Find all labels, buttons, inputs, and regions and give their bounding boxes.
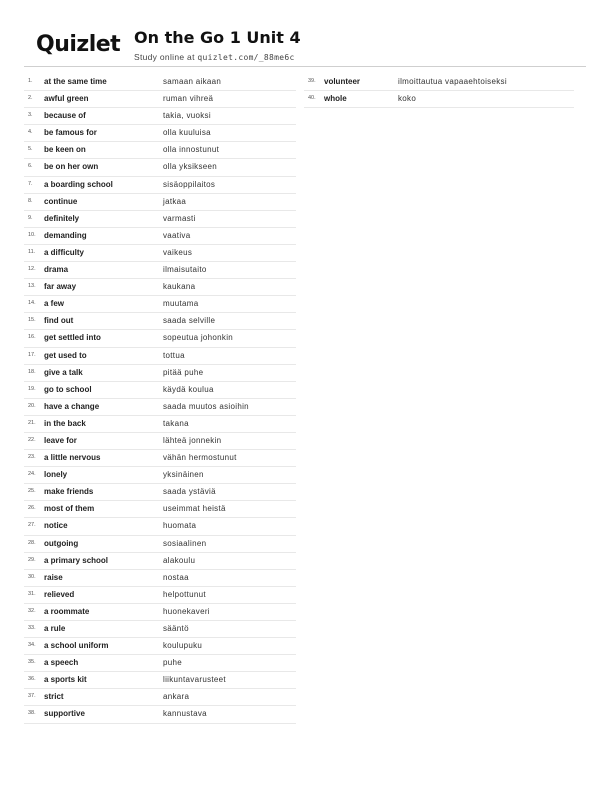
card-definition: vaativa <box>163 230 191 240</box>
card-term: a rule <box>44 624 66 633</box>
card-row <box>24 142 296 159</box>
card-row <box>24 638 296 655</box>
card-term: relieved <box>44 589 75 599</box>
card-term: go to school <box>44 384 92 394</box>
card-row <box>24 553 296 570</box>
card-term: continue <box>44 196 78 206</box>
card-term: get settled into <box>44 333 101 343</box>
card-row <box>24 587 296 604</box>
card-definition: sosiaalinen <box>163 538 207 548</box>
card-number: 40. <box>308 95 316 102</box>
card-row <box>24 159 296 176</box>
card-term: a boarding school <box>44 179 113 189</box>
card-row <box>24 365 296 382</box>
study-online-label: Study online at <box>134 52 198 62</box>
card-definition: saada muutos asioihin <box>163 401 249 411</box>
card-row <box>24 706 296 723</box>
card-number: 32. <box>28 607 36 614</box>
card-definition: muutama <box>163 299 199 309</box>
card-number: 7. <box>28 180 33 187</box>
card-row <box>24 177 296 194</box>
card-definition: nostaa <box>163 572 189 582</box>
card-row <box>24 228 296 245</box>
card-term: far away <box>44 282 77 292</box>
card-term: lonely <box>44 470 68 480</box>
card-term: a primary school <box>44 555 109 565</box>
card-definition: yksinäinen <box>163 470 204 480</box>
card-term: get used to <box>44 350 87 360</box>
card-term: strict <box>44 692 64 702</box>
card-number: 6. <box>28 163 33 170</box>
card-definition: olla kuuluisa <box>163 128 211 138</box>
card-row <box>24 194 296 211</box>
card-number: 27. <box>28 522 36 529</box>
card-definition: sääntö <box>163 624 189 633</box>
card-number: 3. <box>28 112 33 119</box>
card-row <box>24 501 296 518</box>
card-number: 9. <box>28 214 33 221</box>
card-definition: sopeutua johonkin <box>163 333 234 343</box>
card-number: 11. <box>28 248 36 255</box>
card-row <box>24 518 296 535</box>
card-number: 1. <box>28 78 33 84</box>
card-row <box>24 672 296 689</box>
card-definition: ankara <box>163 692 190 702</box>
card-definition: vähän hermostunut <box>163 453 237 463</box>
card-row <box>24 348 296 365</box>
card-number: 15. <box>28 317 36 324</box>
card-row <box>24 108 296 125</box>
card-term: whole <box>324 94 347 104</box>
card-row <box>24 689 296 706</box>
card-term: make friends <box>44 487 94 497</box>
card-row <box>304 74 574 91</box>
card-row <box>24 433 296 450</box>
card-number: 30. <box>28 573 36 580</box>
card-number: 22. <box>28 436 36 443</box>
card-number: 37. <box>28 693 36 700</box>
card-definition: pitää puhe <box>163 367 204 377</box>
card-definition: liikuntavarusteet <box>163 675 226 685</box>
card-definition: jatkaa <box>163 196 187 206</box>
card-term: because of <box>44 111 86 121</box>
card-row <box>24 604 296 621</box>
card-number: 29. <box>28 556 36 563</box>
card-list-left-column <box>24 74 296 724</box>
card-row <box>24 279 296 296</box>
card-definition: koko <box>398 94 417 104</box>
card-number: 2. <box>28 95 33 102</box>
quizlet-logo: Quizlet <box>36 32 121 57</box>
card-term: volunteer <box>324 77 361 86</box>
card-definition: käydä koulua <box>163 384 214 394</box>
card-definition: takia, vuoksi <box>163 111 211 121</box>
card-term: a few <box>44 299 65 309</box>
card-definition: helpottunut <box>163 589 206 599</box>
card-term: notice <box>44 521 68 531</box>
card-term: awful green <box>44 94 89 104</box>
card-number: 23. <box>28 454 36 461</box>
card-definition: olla innostunut <box>163 145 220 155</box>
study-online-line <box>134 52 295 62</box>
card-term: be famous for <box>44 128 97 138</box>
card-number: 18. <box>28 368 36 375</box>
card-term: leave for <box>44 435 77 445</box>
card-row <box>24 467 296 484</box>
card-row <box>24 245 296 262</box>
card-term: outgoing <box>44 538 79 548</box>
card-term: demanding <box>44 230 87 240</box>
card-definition: alakoulu <box>163 555 196 565</box>
card-row <box>24 536 296 553</box>
card-number: 21. <box>28 419 36 426</box>
card-term: raise <box>44 572 63 582</box>
card-definition: lähteä jonnekin <box>163 435 222 445</box>
card-row <box>24 416 296 433</box>
card-term: in the back <box>44 418 86 428</box>
card-number: 24. <box>28 471 36 478</box>
card-term: drama <box>44 265 69 275</box>
card-row <box>24 450 296 467</box>
card-definition: varmasti <box>163 213 196 223</box>
card-row <box>24 91 296 108</box>
card-definition: saada selville <box>163 316 216 326</box>
card-row <box>24 621 296 638</box>
card-number: 36. <box>28 676 36 683</box>
card-term: have a change <box>44 401 100 411</box>
card-number: 35. <box>28 659 36 666</box>
card-row <box>24 211 296 228</box>
card-definition: vaikeus <box>163 247 193 257</box>
card-row <box>24 655 296 672</box>
card-definition: useimmat heistä <box>163 504 226 514</box>
card-row <box>24 313 296 330</box>
card-term: a little nervous <box>44 453 101 463</box>
card-number: 17. <box>28 351 36 358</box>
card-term: a difficulty <box>44 247 85 257</box>
card-number: 5. <box>28 146 33 153</box>
card-definition: puhe <box>163 658 182 668</box>
card-term: a sports kit <box>44 675 87 685</box>
card-row <box>24 382 296 399</box>
card-number: 12. <box>28 266 36 273</box>
card-number: 19. <box>28 385 36 392</box>
card-definition: sisäoppilaitos <box>163 179 216 189</box>
card-number: 8. <box>28 197 33 204</box>
card-number: 38. <box>28 710 36 717</box>
card-row <box>24 484 296 501</box>
card-row <box>24 296 296 313</box>
page-header <box>36 28 586 66</box>
card-number: 13. <box>28 283 36 290</box>
card-term: supportive <box>44 709 85 719</box>
card-term: be keen on <box>44 145 86 155</box>
card-definition: tottua <box>163 350 185 360</box>
card-row <box>24 399 296 416</box>
card-row <box>24 125 296 142</box>
card-row <box>24 330 296 347</box>
card-term: at the same time <box>44 77 107 86</box>
card-definition: samaan aikaan <box>163 77 222 86</box>
card-term: a roommate <box>44 606 90 616</box>
card-number: 33. <box>28 625 36 631</box>
card-number: 14. <box>28 300 36 307</box>
card-term: a speech <box>44 658 79 668</box>
card-definition: takana <box>163 418 189 428</box>
card-number: 28. <box>28 539 36 546</box>
card-term: give a talk <box>44 367 83 377</box>
card-row <box>24 74 296 91</box>
card-number: 10. <box>28 231 36 238</box>
card-definition: kannustava <box>163 709 207 719</box>
card-number: 25. <box>28 488 36 495</box>
card-number: 39. <box>308 78 316 84</box>
card-definition: saada ystäviä <box>163 487 216 497</box>
card-term: a school uniform <box>44 641 109 651</box>
card-number: 34. <box>28 642 36 649</box>
header-divider <box>24 66 586 67</box>
card-definition: ruman vihreä <box>163 94 214 104</box>
study-online-url[interactable]: quizlet.com/_88me6c <box>197 53 295 62</box>
card-definition: ilmaisutaito <box>163 265 207 275</box>
card-number: 16. <box>28 334 36 341</box>
card-number: 26. <box>28 505 36 512</box>
card-definition: koulupuku <box>163 641 203 651</box>
card-definition: huomata <box>163 521 197 531</box>
card-definition: olla yksikseen <box>163 162 218 172</box>
card-term: definitely <box>44 213 80 223</box>
card-term: find out <box>44 316 74 326</box>
card-row <box>24 570 296 587</box>
card-row <box>24 262 296 279</box>
card-row <box>304 91 574 108</box>
set-title: On the Go 1 Unit 4 <box>134 28 301 47</box>
card-term: most of them <box>44 504 95 514</box>
card-definition: kaukana <box>163 282 196 292</box>
card-list-right-column <box>304 74 574 108</box>
card-definition: huonekaveri <box>163 606 210 616</box>
card-number: 20. <box>28 402 36 409</box>
card-number: 4. <box>28 129 33 136</box>
card-number: 31. <box>28 590 36 597</box>
card-definition: ilmoittautua vapaaehtoiseksi <box>398 77 507 86</box>
card-term: be on her own <box>44 162 99 172</box>
